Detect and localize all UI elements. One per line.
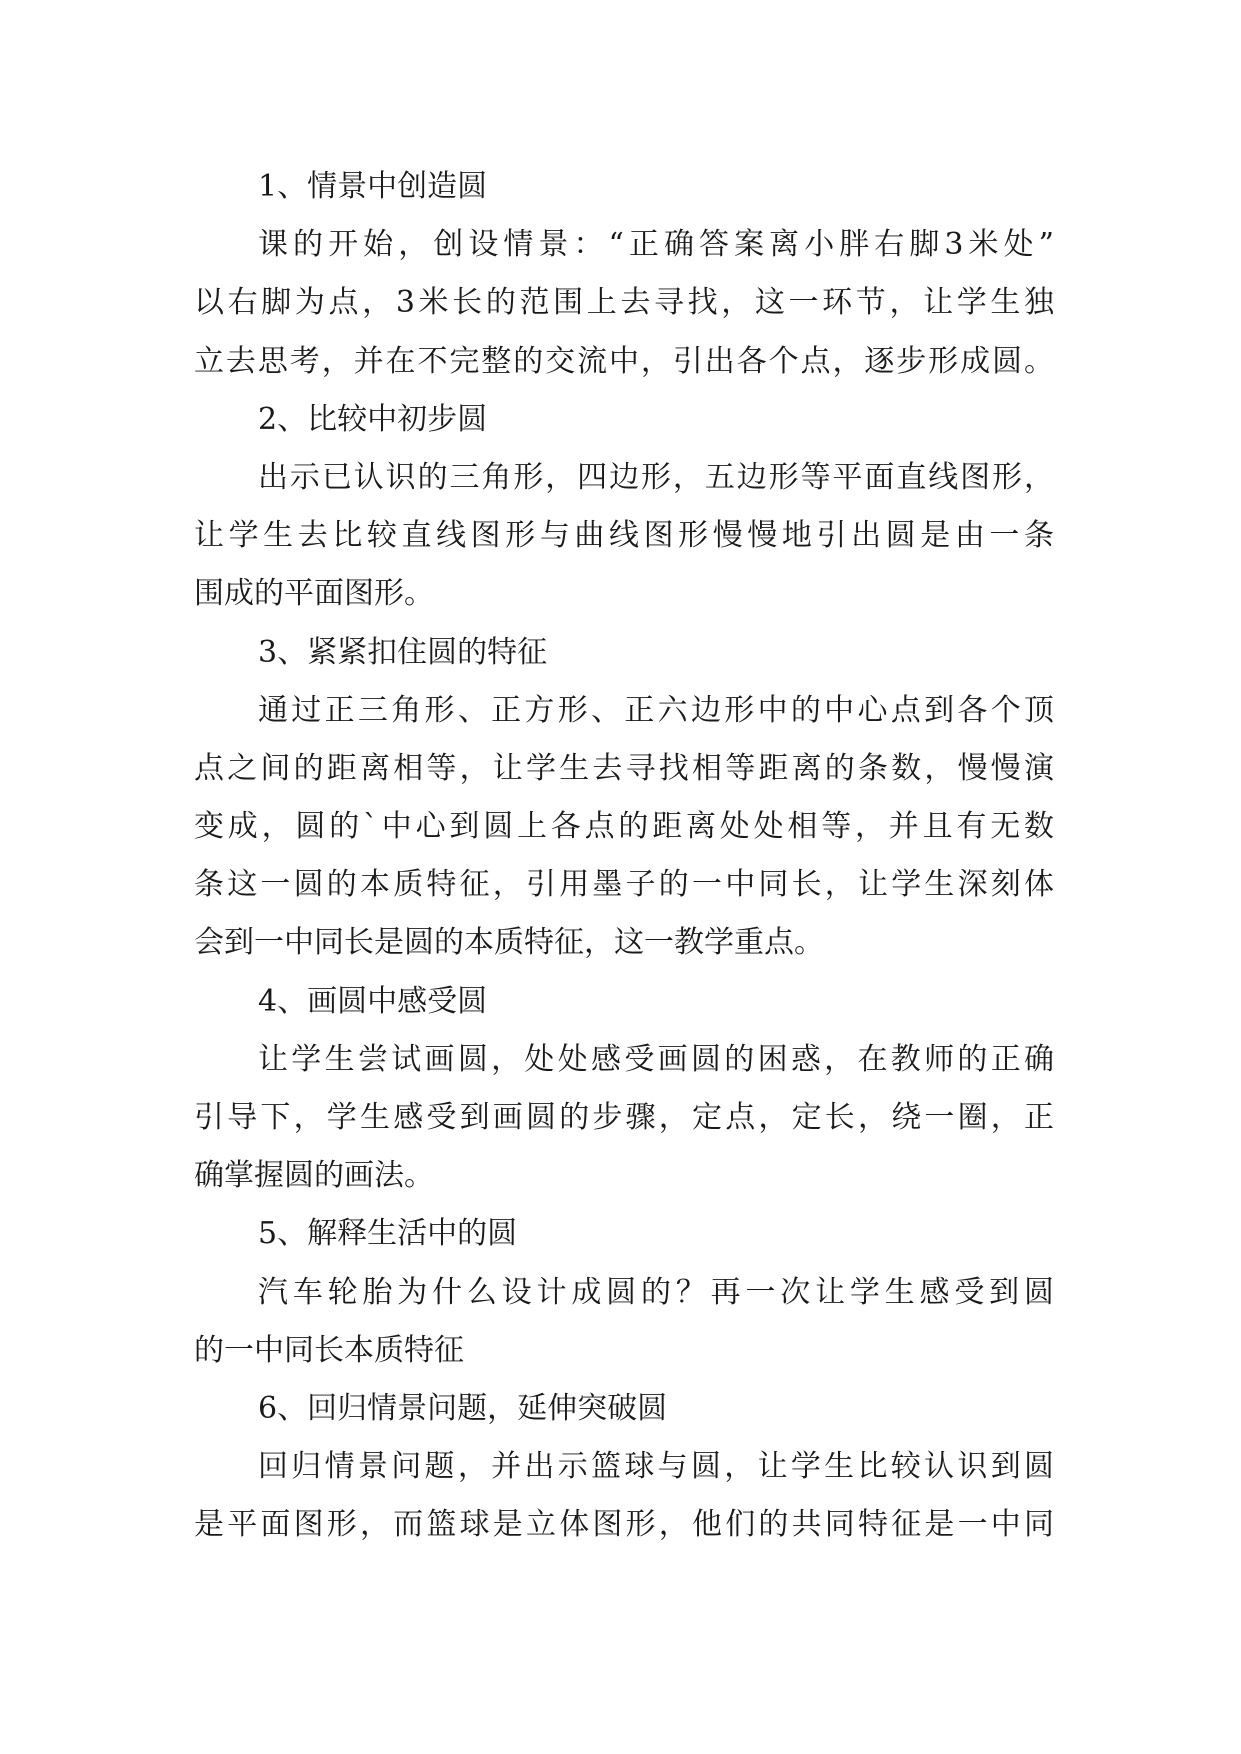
text-line: 的一中同长本质特征 bbox=[194, 1332, 464, 1368]
text-line: 围成的平面图形。 bbox=[194, 576, 434, 612]
text-line: 3、紧紧扣住圆的特征 bbox=[258, 634, 548, 670]
text-line: 引导下，学生感受到画圆的步骤，定点，定长，绕一圈，正 bbox=[194, 1100, 1054, 1135]
text-line: 立去思考，并在不完整的交流中，引出各个点，逐步形成圆。 bbox=[194, 343, 1054, 379]
text-line: 变成，圆的`中心到圆上各点的距离处处相等，并且有无数 bbox=[194, 809, 1054, 845]
text-line: 以右脚为点，3米长的范围上去寻找，这一环节，让学生独 bbox=[194, 285, 1054, 321]
text-line: 课的开始，创设情景：“正确答案离小胖右脚3米处” bbox=[258, 227, 1054, 263]
text-line: 6、回归情景问题，延伸突破圆 bbox=[258, 1390, 668, 1426]
text-line: 点之间的距离相等，让学生去寻找相等距离的条数，慢慢演 bbox=[194, 750, 1054, 786]
text-line: 1、情景中创造圆 bbox=[258, 169, 488, 204]
text-line: 5、解释生活中的圆 bbox=[258, 1216, 518, 1252]
text-line: 是平面图形，而篮球是立体图形，他们的共同特征是一中同 bbox=[194, 1507, 1054, 1543]
text-line: 出示已认识的三角形，四边形，五边形等平面直线图形， bbox=[258, 459, 1054, 495]
text-line: 让学生尝试画圆，处处感受画圆的困惑，在教师的正确 bbox=[258, 1041, 1054, 1077]
text-line: 4、画圆中感受圆 bbox=[258, 983, 488, 1019]
text-line: 确掌握圆的画法。 bbox=[194, 1158, 434, 1194]
document-page bbox=[194, 158, 1054, 1555]
text-line: 汽车轮胎为什么设计成圆的？再一次让学生感受到圆 bbox=[258, 1274, 1054, 1310]
text-line: 让学生去比较直线图形与曲线图形慢慢地引出圆是由一条 bbox=[194, 518, 1054, 554]
text-line: 2、比较中初步圆 bbox=[258, 401, 488, 437]
text-line: 通过正三角形、正方形、正六边形中的中心点到各个顶 bbox=[258, 692, 1054, 728]
text-line: 会到一中同长是圆的本质特征，这一教学重点。 bbox=[194, 925, 824, 961]
text-line: 条这一圆的本质特征，引用墨子的一中同长，让学生深刻体 bbox=[194, 867, 1054, 903]
text-line: 回归情景问题，并出示篮球与圆，让学生比较认识到圆 bbox=[258, 1449, 1054, 1485]
